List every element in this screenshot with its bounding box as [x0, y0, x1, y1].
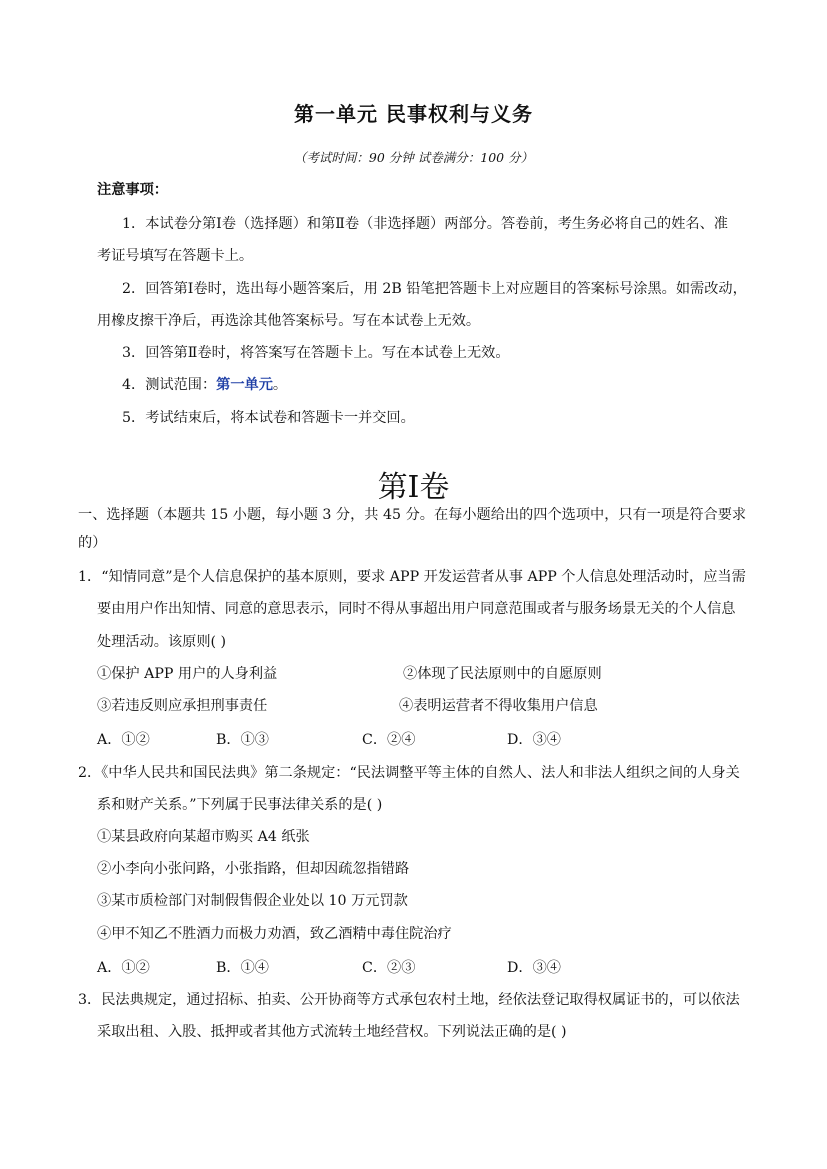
exam-title: 第一单元 民事权利与义务	[294, 102, 533, 126]
q2-statement-3: ③某市质检部门对制假售假企业处以 10 万元罚款	[97, 893, 408, 909]
volume-title: 第Ⅰ卷	[377, 471, 450, 504]
note-3: 3．回答第Ⅱ卷时，将答案写在答题卡上。写在本试卷上无效。	[122, 345, 510, 361]
q2-statement-1: ①某县政府向某超市购买 A4 纸张	[97, 829, 310, 845]
q3-stem-line-2: 采取出租、入股、抵押或者其他方式流转土地经营权。下列说法正确的是( )	[97, 1024, 567, 1040]
section-heading-line-1: 一、选择题（本题共 15 小题，每小题 3 分，共 45 分。在每小题给出的四个选项中，只有一项是符合要求	[78, 507, 747, 523]
q1-statement-4: ④表明运营者不得收集用户信息	[399, 698, 598, 714]
q1-stem-line-1: 1．“知情同意”是个人信息保护的基本原则，要求 APP 开发运营者从事 APP 个人信息处理活动时，应当需	[78, 569, 746, 585]
note-4-scope: 第一单元	[216, 377, 273, 393]
section-heading-line-2: 的）	[78, 535, 107, 551]
q1-option-d: D．③④	[507, 732, 561, 748]
q1-option-b: B．①③	[216, 732, 269, 748]
q2-statement-4: ④甲不知乙不胜酒力而极力劝酒，致乙酒精中毒住院治疗	[97, 926, 452, 942]
q2-option-b: B．①④	[216, 960, 269, 976]
q1-statement-2: ②体现了民法原则中的自愿原则	[403, 666, 602, 682]
q2-option-d: D．③④	[507, 960, 561, 976]
q1-statement-3: ③若违反则应承担刑事责任	[97, 698, 268, 714]
exam-subtitle: （考试时间：90 分钟 试卷满分：100 分）	[293, 150, 534, 165]
note-4-suffix: 。	[272, 377, 288, 393]
q3-stem-line-1: 3．民法典规定，通过招标、拍卖、公开协商等方式承包农村土地，经依法登记取得权属证书的，可以依法	[78, 992, 740, 1008]
notes-heading: 注意事项：	[97, 182, 168, 198]
note-2-line-2: 用橡皮擦干净后，再选涂其他答案标号。写在本试卷上无效。	[97, 313, 481, 329]
q1-stem-line-2: 要由用户作出知情、同意的意思表示，同时不得从事超出用户同意范围或者与服务场景无关的个人信息	[97, 601, 736, 617]
q1-statement-1: ①保护 APP 用户的人身利益	[97, 666, 278, 682]
q1-stem-line-3: 处理活动。该原则( )	[97, 634, 227, 650]
note-5: 5．考试结束后，将本试卷和答题卡一并交回。	[122, 410, 415, 426]
q2-statement-2: ②小李向小张问路，小张指路，但却因疏忽指错路	[97, 861, 410, 877]
note-4-prefix: 4．测试范围：	[122, 377, 217, 393]
q2-stem-line-2: 系和财产关系。”下列属于民事法律关系的是( )	[97, 797, 383, 813]
note-1-line-1: 1．本试卷分第Ⅰ卷（选择题）和第Ⅱ卷（非选择题）两部分。答卷前，考生务必将自己的姓名、准	[122, 216, 728, 232]
q2-stem-line-1: 2．《中华人民共和国民法典》第二条规定：“民法调整平等主体的自然人、法人和非法人组织之间的人身关	[78, 765, 740, 781]
note-4	[122, 375, 287, 395]
note-2-line-1: 2．回答第Ⅰ卷时，选出每小题答案后，用 2B 铅笔把答题卡上对应题目的答案标号涂黑。如需改动，	[122, 281, 747, 297]
q1-option-c: C．②④	[362, 732, 416, 748]
q1-option-a: A．①②	[97, 732, 150, 748]
q2-option-c: C．②③	[362, 960, 416, 976]
q2-option-a: A．①②	[97, 960, 150, 976]
note-1-line-2: 考证号填写在答题卡上。	[97, 248, 254, 264]
